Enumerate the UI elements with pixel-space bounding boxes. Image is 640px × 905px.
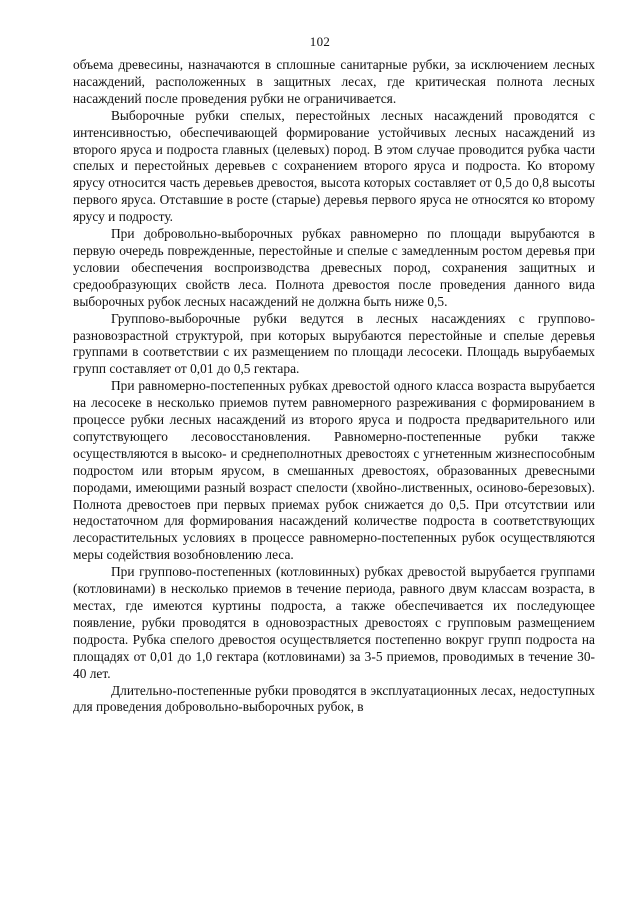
paragraph-group-selective: Группово-выборочные рубки ведутся в лесных насаждениях с группово-разновозрастной структурой, при которых вырубаются перестойные и спелые деревья группами в соответствии с их размещением по площади лесосеки. Площадь вырубаемых групп составляет от 0,01 до 0,5 гектара.	[73, 310, 595, 377]
page-number: 102	[309, 34, 331, 49]
paragraph-long-gradual: Длительно-постепенные рубки проводятся в эксплуатационных лесах, недоступных для проведения добровольно-выборочных рубок, в	[73, 682, 595, 715]
paragraph-voluntary-selective: При добровольно-выборочных рубках равномерно по площади вырубаются в первую очередь поврежденные, перестойные и спелые с замедленным ростом деревья при условии обеспечения воспроизводства древесных пород, сохранения защитных и средообразующих свойств леса. Полнота древостоя после проведения данного вида выборочных рубок лесных насаждений не должна быть ниже 0,5.	[73, 226, 595, 309]
paragraph-group-gradual: При группово-постепенных (котловинных) рубках древостой вырубается группами (котловинами) в несколько приемов в течение периода, равного двум классам возраста, в местах, где имеются куртины подроста, а также обеспечивается их последующее появление, рубки проводятся в одновозрастных древостоях с групповым размещением подроста. Рубка спелого древостоя осуществляется постепенно вокруг групп подроста на площадях от 0,01 до 1,0 гектара (котловинами) за 3-5 приемов, проводимых в течение 30-40 лет.	[73, 564, 595, 681]
paragraph-selective-felling: Выборочные рубки спелых, перестойных лесных насаждений проводятся с интенсивностью, обеспечивающей формирование устойчивых лесных насаждений из второго яруса и подроста главных (целевых) пород. В этом случае проводится рубка части спелых и перестойных деревьев с сохранением второго яруса и подроста. Ко второму ярусу относится часть деревьев древостоя, высота которых составляет от 0,5 до 0,8 высоты первого яруса. Отставшие в росте (старые) деревья первого яруса не относятся ко второму ярусу и подросту.	[73, 107, 595, 225]
paragraph-continuation: объема древесины, назначаются в сплошные санитарные рубки, за исключением лесных насаждений, расположенных в защитных лесах, где критическая полнота лесных насаждений после проведения рубки не ограничивается.	[73, 57, 595, 106]
paragraph-uniform-gradual: При равномерно-постепенных рубках древостой одного класса возраста вырубается на лесосеке в несколько приемов путем равномерного разреживания с формированием в процессе рубки лесных насаждений из второго яруса и подроста предварительного или сопутствующего лесовосстановления. Равномерно-постепенные рубки также осуществляются в высоко- и среднеполнотных древостоях с угнетенным жизнеспособным подростом или вторым ярусом, в смешанных древостоях, образованных древесными породами, имеющими разный возраст спелости (хвойно-лиственных, осиново-березовых). Полнота древостоев при первых приемах рубок снижается до 0,5. При отсутствии или недостаточном для формирования насаждений количестве подроста в соответствующих лесорастительных условиях в процессе равномерно-постепенных рубок осуществляются меры содействия возобновлению леса.	[73, 378, 595, 563]
document-body	[73, 57, 595, 716]
